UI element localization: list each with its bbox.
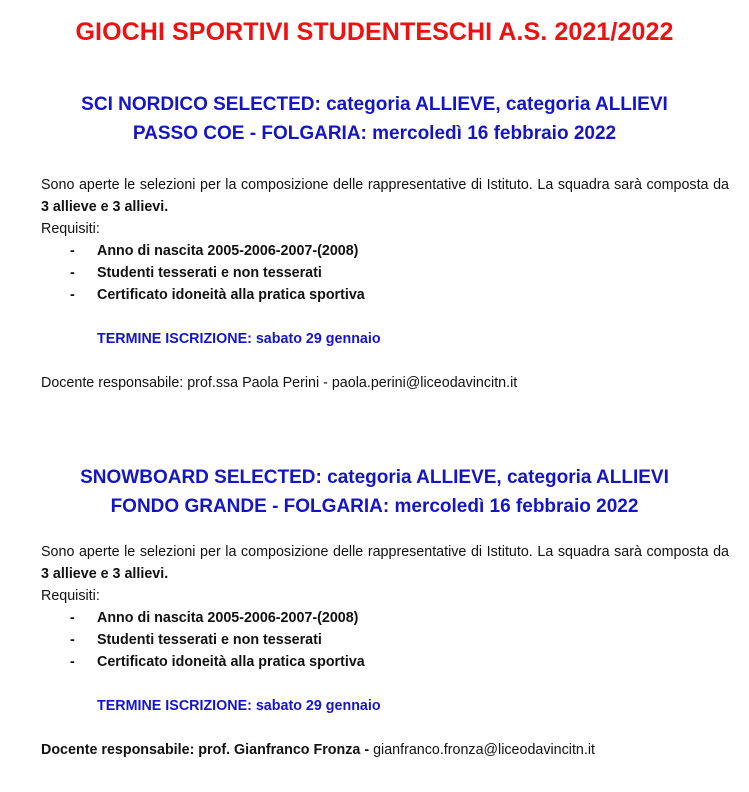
registration-deadline: TERMINE ISCRIZIONE: sabato 29 gennaio xyxy=(97,698,381,714)
requirement-text: Certificato idoneità alla pratica sportiva xyxy=(97,287,365,303)
requirements-list xyxy=(41,240,729,306)
team-composition: 3 allieve e 3 allievi. xyxy=(41,566,169,582)
section-body xyxy=(41,541,729,761)
section-sci-nordico xyxy=(0,90,749,391)
requirement-text: Studenti tesserati e non tesserati xyxy=(97,632,322,648)
teacher-email[interactable]: gianfranco.fronza@liceodavincitn.it xyxy=(373,742,595,758)
list-item xyxy=(41,629,729,651)
teacher-label: Docente responsabile: prof.ssa Paola Perini - xyxy=(41,375,332,391)
section-snowboard xyxy=(0,463,749,758)
list-bullet: - xyxy=(70,243,75,259)
requirement-text: Studenti tesserati e non tesserati xyxy=(97,265,322,281)
page-title: GIOCHI SPORTIVI STUDENTESCHI A.S. 2021/2022 xyxy=(75,18,674,46)
intro-text: Sono aperte le selezioni per la composizione delle rappresentative di Istituto. La squadra sarà composta da xyxy=(41,177,729,193)
teacher-email[interactable]: paola.perini@liceodavincitn.it xyxy=(331,375,518,391)
intro-paragraph xyxy=(41,174,729,218)
requirement-text: Certificato idoneità alla pratica sportiva xyxy=(97,654,365,670)
section-heading-line1: SNOWBOARD SELECTED: categoria ALLIEVE, categoria ALLIEVI xyxy=(80,467,669,488)
team-composition: 3 allieve e 3 allievi. xyxy=(41,199,169,215)
list-item xyxy=(41,262,729,284)
list-item xyxy=(41,607,729,629)
list-item xyxy=(41,284,729,306)
requirement-text: Anno di nascita 2005-2006-2007-(2008) xyxy=(97,610,359,626)
requirements-list xyxy=(41,607,729,673)
requirements-label: Requisiti: xyxy=(41,588,100,604)
responsible-teacher xyxy=(41,739,729,761)
list-bullet: - xyxy=(70,265,75,281)
intro-text: Sono aperte le selezioni per la composizione delle rappresentative di Istituto. La squadra sarà composta da xyxy=(41,544,729,560)
intro-paragraph xyxy=(41,541,729,585)
section-body xyxy=(41,174,729,394)
requirements-label: Requisiti: xyxy=(41,221,100,237)
section-heading-line2: FONDO GRANDE - FOLGARIA: mercoledì 16 febbraio 2022 xyxy=(110,496,639,517)
responsible-teacher xyxy=(41,372,729,394)
section-heading-line1: SCI NORDICO SELECTED: categoria ALLIEVE, categoria ALLIEVI xyxy=(81,94,668,115)
requirement-text: Anno di nascita 2005-2006-2007-(2008) xyxy=(97,243,359,259)
list-bullet: - xyxy=(70,610,75,626)
section-heading-line2: PASSO COE - FOLGARIA: mercoledì 16 febbraio 2022 xyxy=(132,123,617,144)
registration-deadline: TERMINE ISCRIZIONE: sabato 29 gennaio xyxy=(97,331,381,347)
list-item xyxy=(41,651,729,673)
list-bullet: - xyxy=(70,287,75,303)
list-bullet: - xyxy=(70,632,75,648)
teacher-label: Docente responsabile: prof. Gianfranco Fronza - xyxy=(41,742,374,758)
list-item xyxy=(41,240,729,262)
list-bullet: - xyxy=(70,654,75,670)
